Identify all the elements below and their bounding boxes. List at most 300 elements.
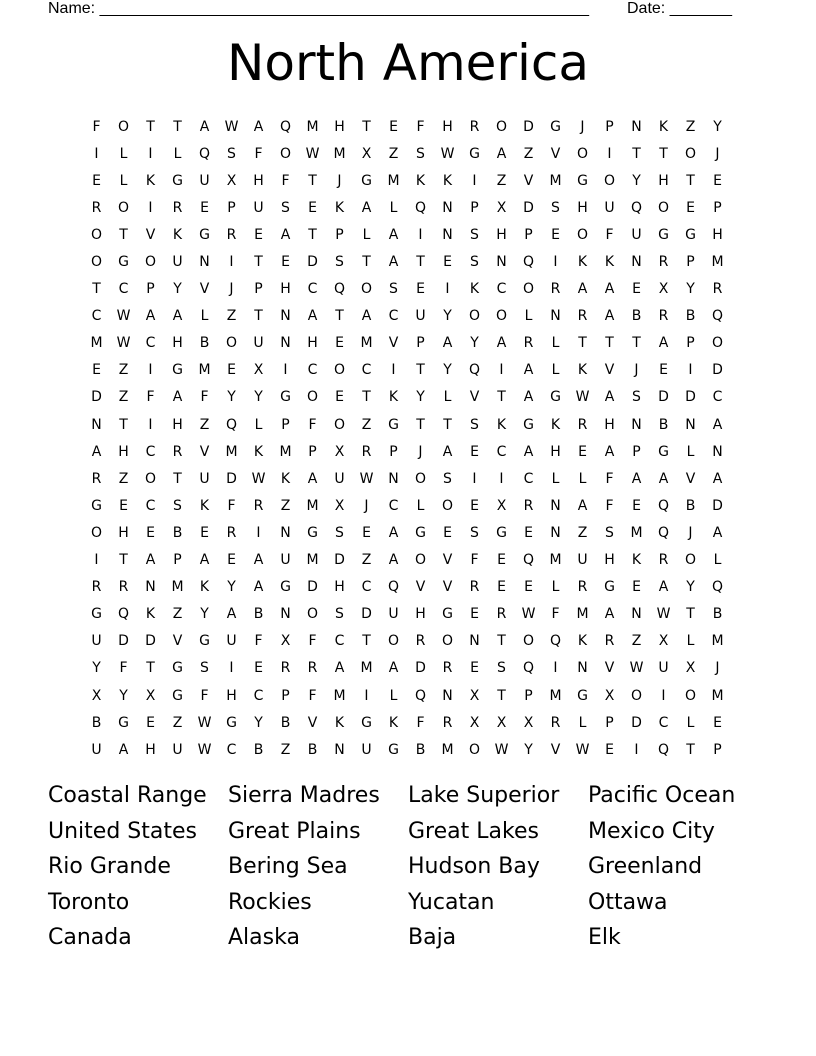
grid-letter: B	[712, 606, 723, 623]
grid-letter: N	[631, 416, 642, 433]
grid-letter: A	[658, 579, 669, 596]
grid-letter: R	[496, 606, 507, 623]
grid-letter: R	[604, 633, 615, 650]
grid-letter: N	[631, 606, 642, 623]
grid-letter: P	[686, 335, 695, 352]
grid-letter: R	[469, 118, 480, 135]
grid-letter: I	[283, 362, 288, 379]
grid-letter: M	[711, 254, 724, 271]
grid-letter: A	[199, 552, 210, 569]
grid-letter: H	[226, 687, 237, 704]
grid-letter: L	[362, 226, 371, 243]
grid-letter: O	[684, 145, 697, 162]
grid-letter: J	[229, 281, 234, 298]
grid-letter: H	[658, 172, 669, 189]
grid-letter: A	[280, 226, 291, 243]
grid-letter: V	[145, 226, 156, 243]
grid-letter: H	[280, 281, 291, 298]
grid-letter: A	[577, 497, 588, 514]
grid-letter: F	[200, 389, 209, 406]
grid-letter: Q	[225, 416, 238, 433]
word-bank-item: Canada	[48, 925, 132, 951]
grid-letter: A	[334, 660, 345, 677]
grid-letter: B	[280, 714, 291, 731]
grid-letter: H	[604, 552, 615, 569]
grid-letter: C	[118, 281, 129, 298]
grid-letter: E	[470, 443, 479, 460]
grid-letter: I	[499, 362, 504, 379]
grid-letter: L	[686, 633, 695, 650]
word-bank-item: Elk	[588, 925, 621, 951]
grid-letter: E	[470, 497, 479, 514]
grid-letter: E	[335, 335, 344, 352]
grid-letter: F	[605, 497, 614, 514]
grid-letter: W	[440, 145, 455, 162]
grid-letter: K	[334, 199, 345, 216]
grid-letter: D	[91, 389, 102, 406]
grid-letter: E	[659, 362, 668, 379]
grid-letter: A	[523, 362, 534, 379]
grid-letter: K	[415, 172, 426, 189]
grid-letter: T	[362, 118, 371, 135]
grid-letter: A	[226, 606, 237, 623]
grid-letter: I	[391, 362, 396, 379]
grid-letter: A	[199, 118, 210, 135]
grid-letter: E	[200, 524, 209, 541]
grid-letter: V	[172, 633, 183, 650]
grid-letter: A	[361, 199, 372, 216]
grid-letter: B	[253, 606, 264, 623]
grid-letter: Q	[333, 281, 346, 298]
grid-letter: A	[145, 552, 156, 569]
grid-letter: W	[305, 145, 320, 162]
grid-letter: E	[497, 579, 506, 596]
grid-letter: L	[173, 145, 182, 162]
grid-letter: A	[442, 443, 453, 460]
grid-letter: I	[148, 416, 153, 433]
grid-letter: I	[634, 741, 639, 758]
grid-letter: E	[254, 226, 263, 243]
grid-letter: L	[524, 308, 533, 325]
grid-letter: Y	[254, 389, 263, 406]
grid-letter: V	[523, 172, 534, 189]
grid-letter: O	[495, 308, 508, 325]
grid-letter: P	[254, 281, 263, 298]
word-bank-item: Rio Grande	[48, 854, 171, 880]
grid-letter: P	[416, 335, 425, 352]
grid-letter: Z	[172, 714, 183, 731]
grid-letter: I	[94, 145, 99, 162]
grid-letter: C	[496, 281, 507, 298]
grid-letter: C	[334, 633, 345, 650]
grid-letter: H	[172, 416, 183, 433]
grid-letter: G	[658, 226, 669, 243]
grid-letter: X	[469, 714, 480, 731]
grid-letter: F	[308, 633, 317, 650]
grid-letter: X	[145, 687, 156, 704]
grid-letter: E	[713, 714, 722, 731]
grid-letter: E	[470, 660, 479, 677]
grid-letter: J	[364, 497, 369, 514]
grid-letter: B	[685, 497, 696, 514]
grid-letter: T	[362, 389, 371, 406]
grid-letter: G	[550, 389, 561, 406]
grid-letter: A	[604, 308, 615, 325]
grid-letter: G	[442, 606, 453, 623]
grid-letter: L	[200, 308, 209, 325]
grid-letter: X	[361, 145, 372, 162]
grid-letter: X	[280, 633, 291, 650]
grid-letter: F	[551, 606, 560, 623]
grid-letter: W	[224, 118, 239, 135]
grid-letter: O	[306, 606, 319, 623]
grid-letter: W	[575, 389, 590, 406]
grid-letter: A	[307, 470, 318, 487]
grid-letter: C	[91, 308, 102, 325]
grid-letter: N	[442, 226, 453, 243]
grid-letter: T	[416, 416, 425, 433]
grid-letter: K	[145, 172, 156, 189]
grid-letter: P	[227, 199, 236, 216]
grid-letter: X	[604, 687, 615, 704]
grid-letter: G	[199, 633, 210, 650]
grid-letter: S	[416, 145, 425, 162]
name-field-label: Name: _______________________________________________________	[48, 0, 589, 17]
grid-letter: R	[712, 281, 723, 298]
grid-letter: T	[254, 254, 263, 271]
grid-letter: K	[388, 389, 399, 406]
grid-letter: A	[172, 389, 183, 406]
grid-letter: C	[307, 281, 318, 298]
grid-letter: N	[91, 416, 102, 433]
grid-letter: L	[254, 416, 263, 433]
grid-letter: U	[172, 741, 183, 758]
grid-letter: D	[631, 714, 642, 731]
grid-letter: Y	[416, 389, 425, 406]
grid-letter: N	[631, 118, 642, 135]
word-bank-item: Sierra Madres	[228, 783, 380, 808]
grid-letter: F	[254, 633, 263, 650]
grid-letter: G	[550, 118, 561, 135]
grid-letter: E	[551, 226, 560, 243]
grid-letter: B	[415, 741, 426, 758]
grid-letter: Y	[119, 687, 128, 704]
grid-letter: A	[388, 254, 399, 271]
grid-letter: F	[146, 389, 155, 406]
grid-letter: E	[146, 524, 155, 541]
grid-letter: K	[199, 497, 210, 514]
grid-letter: N	[550, 497, 561, 514]
grid-letter: B	[91, 714, 102, 731]
grid-letter: K	[334, 714, 345, 731]
grid-letter: R	[442, 714, 453, 731]
grid-letter: L	[578, 470, 587, 487]
grid-letter: Q	[198, 145, 211, 162]
grid-letter: Y	[173, 281, 182, 298]
grid-letter: K	[658, 118, 669, 135]
grid-letter: A	[388, 524, 399, 541]
grid-letter: G	[307, 524, 318, 541]
grid-letter: R	[172, 199, 183, 216]
grid-letter: W	[116, 335, 131, 352]
grid-letter: E	[335, 389, 344, 406]
grid-letter: F	[200, 687, 209, 704]
grid-letter: J	[418, 443, 423, 460]
grid-letter: A	[253, 579, 264, 596]
grid-letter: F	[470, 552, 479, 569]
grid-letter: Z	[577, 524, 588, 541]
grid-letter: C	[361, 362, 372, 379]
grid-letter: V	[415, 579, 426, 596]
grid-letter: O	[117, 118, 130, 135]
grid-letter: P	[308, 443, 317, 460]
grid-letter: V	[442, 579, 453, 596]
grid-letter: M	[333, 687, 346, 704]
grid-letter: R	[523, 335, 534, 352]
grid-letter: S	[470, 416, 479, 433]
grid-letter: O	[90, 524, 103, 541]
grid-letter: B	[199, 335, 210, 352]
grid-letter: U	[658, 660, 669, 677]
grid-letter: I	[148, 199, 153, 216]
grid-letter: N	[685, 416, 696, 433]
grid-letter: B	[307, 741, 318, 758]
grid-letter: C	[307, 362, 318, 379]
grid-letter: S	[470, 254, 479, 271]
grid-letter: U	[361, 741, 372, 758]
grid-letter: A	[604, 606, 615, 623]
grid-letter: C	[253, 687, 264, 704]
grid-letter: H	[118, 443, 129, 460]
grid-letter: U	[280, 552, 291, 569]
grid-letter: S	[227, 145, 236, 162]
grid-letter: X	[658, 281, 669, 298]
grid-letter: M	[549, 552, 562, 569]
grid-letter: K	[550, 416, 561, 433]
grid-letter: O	[414, 470, 427, 487]
grid-letter: I	[418, 226, 423, 243]
grid-letter: T	[686, 606, 695, 623]
grid-letter: A	[712, 524, 723, 541]
grid-letter: K	[253, 443, 264, 460]
grid-letter: C	[658, 714, 669, 731]
grid-letter: Q	[657, 497, 670, 514]
grid-letter: E	[227, 362, 236, 379]
grid-letter: E	[497, 552, 506, 569]
grid-letter: R	[550, 281, 561, 298]
grid-letter: F	[119, 660, 128, 677]
grid-letter: O	[333, 362, 346, 379]
grid-letter: Q	[711, 308, 724, 325]
grid-letter: D	[307, 254, 318, 271]
grid-letter: P	[632, 443, 641, 460]
grid-letter: R	[91, 579, 102, 596]
grid-letter: Z	[496, 172, 507, 189]
grid-letter: S	[443, 470, 452, 487]
grid-letter: W	[197, 714, 212, 731]
grid-letter: U	[388, 606, 399, 623]
grid-letter: T	[686, 741, 695, 758]
grid-letter: R	[577, 579, 588, 596]
grid-letter: I	[553, 660, 558, 677]
grid-letter: H	[550, 443, 561, 460]
grid-letter: L	[551, 579, 560, 596]
grid-letter: K	[496, 416, 507, 433]
grid-letter: D	[145, 633, 156, 650]
grid-letter: I	[499, 470, 504, 487]
grid-letter: G	[172, 687, 183, 704]
grid-letter: R	[550, 714, 561, 731]
grid-letter: L	[389, 199, 398, 216]
grid-letter: T	[497, 633, 506, 650]
grid-letter: T	[686, 172, 695, 189]
word-bank-item: Mexico City	[588, 818, 715, 844]
grid-letter: J	[688, 524, 693, 541]
grid-letter: E	[362, 524, 371, 541]
grid-letter: C	[145, 497, 156, 514]
grid-letter: A	[253, 552, 264, 569]
grid-letter: S	[470, 524, 479, 541]
grid-letter: W	[575, 741, 590, 758]
grid-letter: L	[686, 443, 695, 460]
grid-letter: Z	[685, 118, 696, 135]
grid-letter: H	[145, 741, 156, 758]
grid-letter: V	[307, 714, 318, 731]
grid-letter: L	[389, 687, 398, 704]
word-bank-item: Hudson Bay	[408, 854, 540, 880]
grid-letter: Q	[522, 660, 535, 677]
grid-letter: R	[658, 308, 669, 325]
grid-letter: A	[145, 308, 156, 325]
grid-letter: H	[334, 579, 345, 596]
grid-letter: H	[496, 226, 507, 243]
grid-letter: M	[333, 145, 346, 162]
grid-letter: A	[361, 308, 372, 325]
grid-letter: G	[172, 660, 183, 677]
word-bank-item: Greenland	[588, 854, 703, 880]
grid-letter: X	[334, 443, 345, 460]
word-bank-item: Rockies	[228, 889, 312, 915]
grid-letter: S	[497, 660, 506, 677]
grid-letter: Y	[92, 660, 101, 677]
grid-letter: W	[521, 606, 536, 623]
grid-letter: E	[605, 741, 614, 758]
grid-letter: Z	[280, 741, 291, 758]
grid-letter: H	[712, 226, 723, 243]
grid-letter: O	[603, 172, 616, 189]
grid-letter: G	[388, 416, 399, 433]
grid-letter: V	[685, 470, 696, 487]
grid-letter: G	[118, 714, 129, 731]
grid-letter: E	[92, 172, 101, 189]
grid-letter: N	[712, 443, 723, 460]
grid-letter: E	[632, 281, 641, 298]
grid-letter: V	[550, 741, 561, 758]
grid-letter: N	[280, 335, 291, 352]
grid-letter: B	[631, 308, 642, 325]
grid-letter: K	[577, 362, 588, 379]
grid-letter: Y	[443, 308, 452, 325]
grid-letter: T	[416, 362, 425, 379]
grid-letter: M	[441, 741, 454, 758]
grid-letter: E	[281, 254, 290, 271]
grid-letter: Z	[523, 145, 534, 162]
grid-letter: E	[227, 552, 236, 569]
grid-letter: O	[306, 389, 319, 406]
grid-letter: K	[199, 579, 210, 596]
grid-letter: Y	[686, 281, 695, 298]
grid-letter: S	[605, 524, 614, 541]
grid-letter: L	[551, 362, 560, 379]
grid-letter: Y	[200, 606, 209, 623]
grid-letter: O	[522, 633, 535, 650]
grid-letter: S	[335, 606, 344, 623]
grid-letter: D	[334, 552, 345, 569]
grid-letter: Q	[630, 199, 643, 216]
grid-letter: T	[308, 226, 317, 243]
grid-letter: Y	[632, 172, 641, 189]
grid-letter: R	[307, 660, 318, 677]
grid-letter: N	[442, 687, 453, 704]
grid-letter: N	[334, 741, 345, 758]
grid-letter: Y	[227, 389, 236, 406]
grid-letter: R	[91, 199, 102, 216]
grid-letter: I	[607, 145, 612, 162]
grid-letter: M	[387, 172, 400, 189]
grid-letter: M	[306, 552, 319, 569]
word-bank-item: Pacific Ocean	[588, 783, 736, 808]
grid-letter: N	[631, 254, 642, 271]
grid-letter: F	[281, 172, 290, 189]
grid-letter: R	[442, 660, 453, 677]
grid-letter: A	[388, 660, 399, 677]
grid-letter: G	[280, 579, 291, 596]
grid-letter: U	[253, 335, 264, 352]
grid-letter: R	[577, 308, 588, 325]
grid-letter: O	[414, 552, 427, 569]
word-bank-item: Ottawa	[588, 889, 668, 915]
grid-letter: R	[118, 579, 129, 596]
grid-letter: K	[631, 552, 642, 569]
grid-letter: R	[523, 497, 534, 514]
grid-letter: D	[685, 389, 696, 406]
grid-letter: T	[119, 416, 128, 433]
grid-letter: Q	[522, 552, 535, 569]
word-bank-item: Yucatan	[408, 889, 495, 915]
grid-letter: N	[496, 254, 507, 271]
grid-letter: Z	[280, 497, 291, 514]
worksheet-header	[48, 0, 748, 20]
grid-letter: B	[253, 741, 264, 758]
grid-letter: V	[604, 660, 615, 677]
grid-letter: U	[604, 199, 615, 216]
grid-letter: S	[281, 199, 290, 216]
grid-letter: P	[524, 226, 533, 243]
grid-letter: T	[254, 308, 263, 325]
grid-letter: Q	[117, 606, 130, 623]
grid-letter: M	[171, 579, 184, 596]
grid-letter: I	[472, 172, 477, 189]
grid-letter: E	[308, 199, 317, 216]
grid-letter: K	[145, 606, 156, 623]
grid-letter: Z	[361, 552, 372, 569]
grid-letter: T	[119, 552, 128, 569]
grid-letter: J	[580, 118, 585, 135]
grid-letter: R	[577, 416, 588, 433]
grid-letter: O	[441, 497, 454, 514]
grid-letter: P	[173, 552, 182, 569]
grid-letter: N	[280, 606, 291, 623]
